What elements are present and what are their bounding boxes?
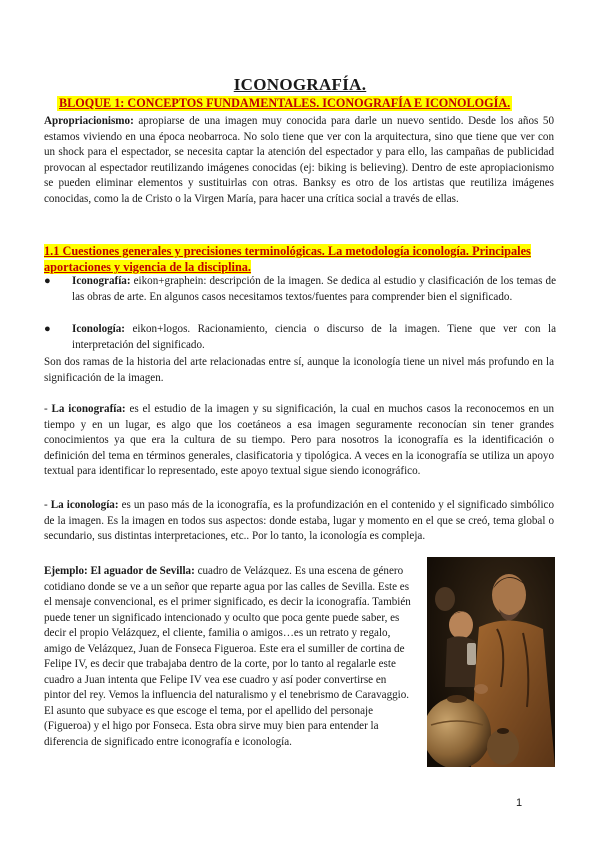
bullet-desc: eikon+graphein: descripción de la imagen. Se dedica al estudio y clasificación de los temas de las obras de arte. En algunos casos necesitamos textos/fuentes para comprender bien el significado. [72,275,556,303]
page-title: ICONOGRAFÍA. [233,75,367,94]
intro-term: Apropriacionismo: [44,115,134,127]
bullet-desc: eikon+logos. Racionamiento, ciencia o discurso de la imagen. Tiene que ver con la interpretación del significado. [72,323,556,351]
aguador-painting-image [427,557,555,767]
iconologia-paragraph [44,498,554,545]
dash: - [44,403,52,415]
bullet-term: Iconología: [72,323,126,335]
iconografia-paragraph [44,402,554,480]
bullet-icon: ● [44,275,51,287]
iconografia-term: La iconografía: [51,403,126,415]
intro-paragraph [44,114,554,207]
bullet-term: Iconografía: [72,275,131,287]
summary-paragraph: Son dos ramas de la historia del arte relacionadas entre sí, aunque la iconología tiene un nivel más profundo en la significación de la imagen. [44,356,554,384]
page-number: 1 [516,797,523,809]
section-heading-text: 1.1 Cuestiones generales y precisiones terminológicas. La metodología iconología. Principales aportaciones y vigencia de la disciplina. [44,244,531,274]
bullet-text [72,322,556,353]
example-paragraph [44,564,414,750]
section-heading [44,243,534,275]
example-text: cuadro de Velázquez. Es una escena de género cotidiano donde se ve a un señor que reparte agua por las calles de Sevilla. Este es el mensaje convencional, es el primer significado, es decir la iconografía. También puede tener un significado intencionado y oculto que poca gente puede saber, es decir el propio Velázquez, el cliente, familia o amigos…es un retrato y regalo, amigo de Velázquez, Juan de Fonseca Figueroa. Este era el sumiller de cortina de Felipe IV, es decir que trabajaba dentro de la corte, por lo tanto al regalarle este cuadro a Juan intenta que Felipe IV vea ese cuadro y así poder convertirse en pintor del rey. Vemos la influencia del naturalismo y el tenebrismo de Caravaggio. El asunto que subyace es que escoge el tema, por el apellido del personaje (Figueroa) y el higo por Fonseca. Esta obra sirve muy bien para entender la diferencia de significado entre iconografía e iconología. [44,565,411,748]
bullet-icon: ● [44,323,51,335]
iconologia-term: La iconología: [50,499,119,511]
iconografia-text: es el estudio de la imagen y su significación, la cual en muchos casos la reconocemos en un tiempo y en un lugar, es algo que los coetáneos a esa imagen seguramente reconocían sin tener grandes conocimientos ya que era la cultura de su tiempo. Pero para nosotros la iconografía es la identificación o definición del tema en términos generales, clasificatoria y tipológica. A veces en la iconografía se utiliza un apoyo textual para identificar lo representado, este apoyo textual sigue siendo iconográfico. [44,403,555,477]
painting-illustration [427,557,555,767]
dash: - [44,499,51,511]
iconologia-text: es un paso más de la iconografía, es la profundización en el contenido y el significado simbólico de la imagen. Es la imagen en todos sus aspectos: donde estaba, lugar y momento en el que se creó, tema global o secundario, sus distintas interpretaciones, etc.. Por lo tanto, la iconología es compleja. [44,499,554,542]
intro-text: apropiarse de una imagen muy conocida para darle un nuevo sentido. Desde los años 50 estamos viviendo en una época neobarroca. No solo tiene que ver con la arquitectura, sino que tiene que ver con un shock para el espectador, se necesita captar la atención del espectador y para ello, las campañas de publicidad provocan al espectador reutilizando imágenes conocidas (ej: biking is believing). Dentro de este apropiacionismo se pueden eliminar elementos y sustituirlas con otras. Banksy es otro de los artistas que reutiliza imágenes conocidas, como la de Cristo o la Virgen María, para hacer una crítica social a través de ellas. [44,115,554,205]
example-term: Ejemplo: El aguador de Sevilla: [44,565,195,577]
block-heading: BLOQUE 1: CONCEPTOS FUNDAMENTALES. ICONOGRAFÍA E ICONOLOGÍA. [59,96,511,110]
bullet-text [72,274,556,305]
